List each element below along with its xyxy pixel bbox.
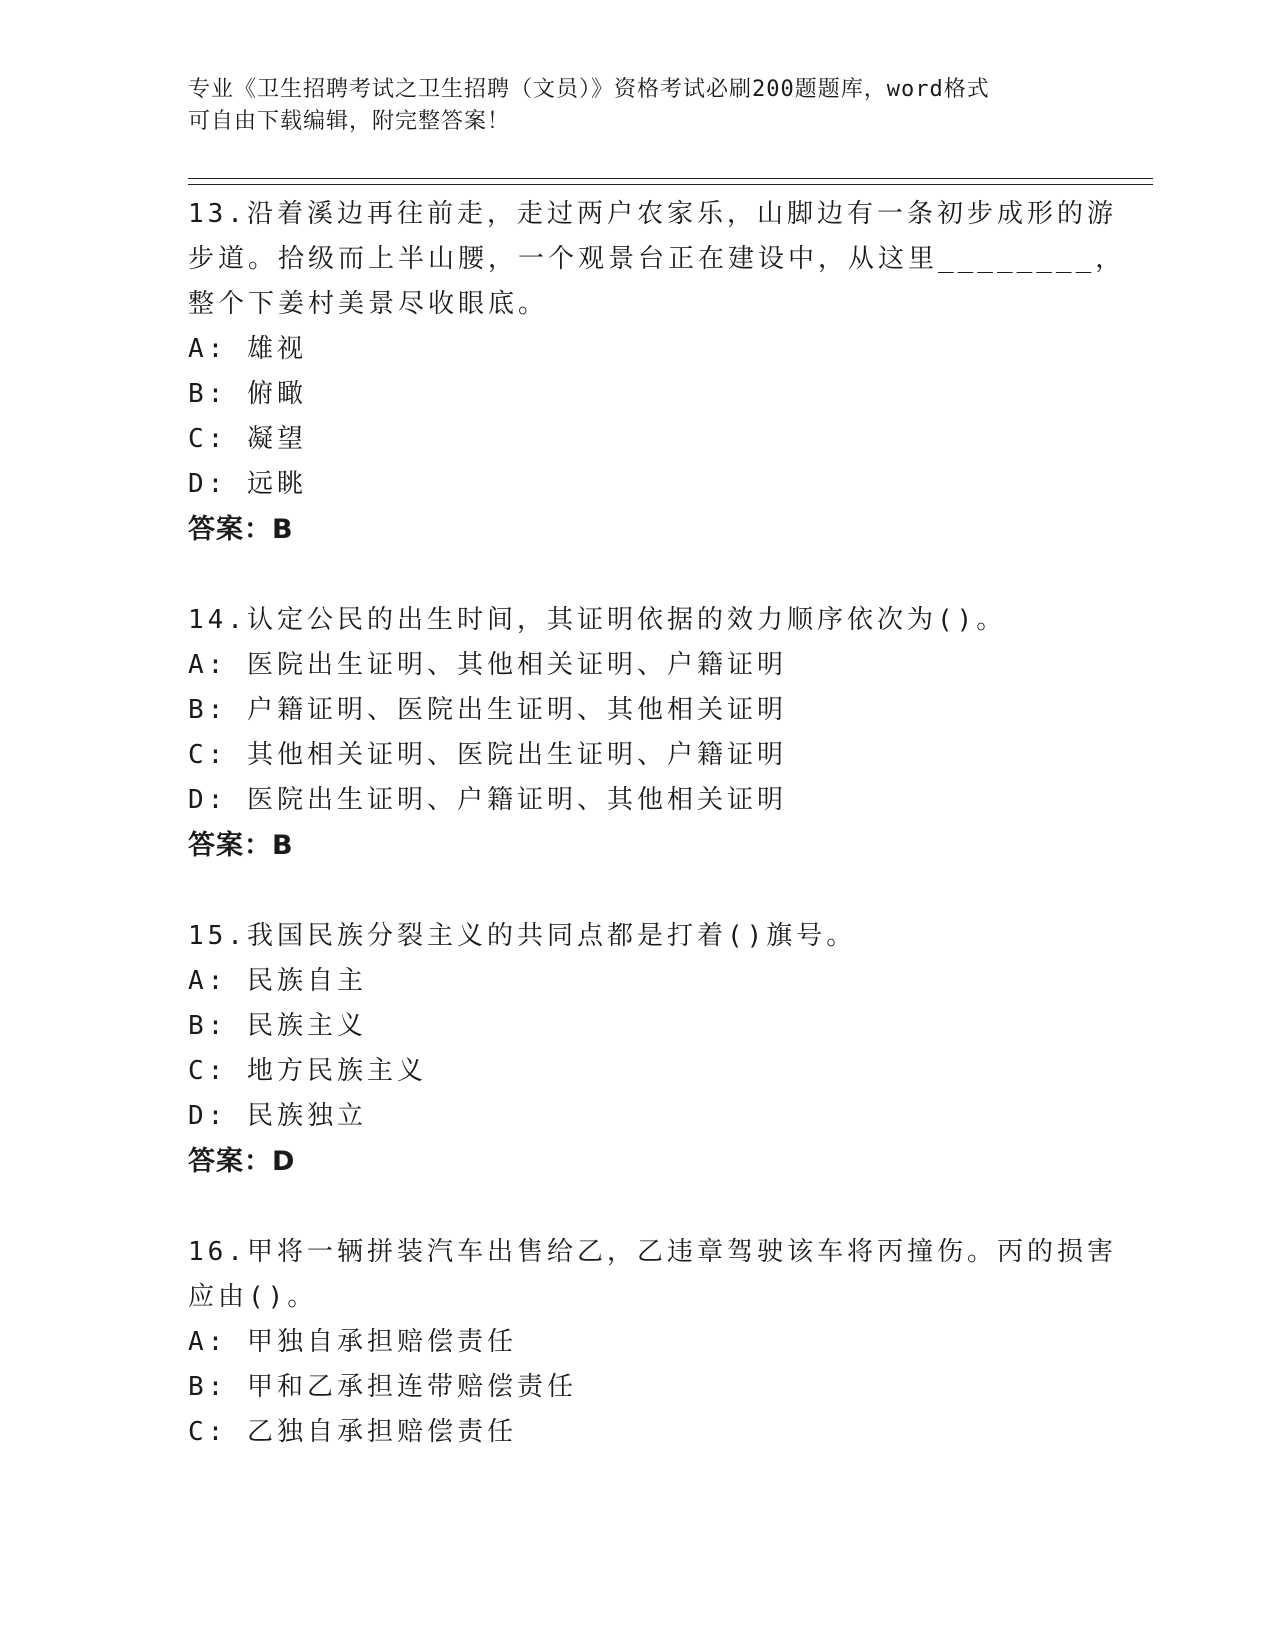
header-line-1: 专业《卫生招聘考试之卫生招聘（文员）》资格考试必刷200题题库，word格式 [188,77,990,102]
answer-label: 答案：B [188,514,294,545]
option-b: B: 户籍证明、医院出生证明、其他相关证明 [188,695,787,725]
option-c: C: 地方民族主义 [188,1056,427,1086]
option-a: A: 甲独自承担赔偿责任 [188,1327,517,1357]
answer-label: 答案：B [188,830,294,861]
question-15 [188,914,1088,1184]
question-list [188,192,1126,1455]
option-b: B: 甲和乙承担连带赔偿责任 [188,1372,577,1402]
header-divider-top [188,178,1153,179]
stem-line: 13.沿着溪边再往前走，走过两户农家乐，山脚边有一条初步成形的游 [188,199,1117,229]
option-a: A: 民族自主 [188,966,367,996]
option-b: B: 俯瞰 [188,379,307,409]
question-14 [188,598,1088,868]
question-16 [188,1230,1117,1455]
option-b: B: 民族主义 [188,1011,367,1041]
stem-line: 14.认定公民的出生时间，其证明依据的效力顺序依次为()。 [188,605,1007,635]
option-c: C: 其他相关证明、医院出生证明、户籍证明 [188,740,787,770]
option-a: A: 雄视 [188,334,307,364]
stem-line: 整个下姜村美景尽收眼底。 [188,289,549,319]
stem-line: 15.我国民族分裂主义的共同点都是打着()旗号。 [188,921,857,951]
question-stem [188,598,1088,643]
stem-line: 应由()。 [188,1282,318,1312]
option-c: C: 凝望 [188,424,307,454]
stem-line: 16.甲将一辆拼装汽车出售给乙，乙违章驾驶该车将丙撞伤。丙的损害 [188,1237,1117,1267]
option-d: D: 远眺 [188,469,307,499]
question-13 [188,192,1126,552]
option-d: D: 民族独立 [188,1101,367,1131]
question-stem [188,914,1088,959]
header-line-2: 可自由下载编辑，附完整答案！ [188,109,511,134]
stem-line: 步道。拾级而上半山腰，一个观景台正在建设中，从这里________， [188,244,1126,274]
header-divider-bottom [188,184,1153,185]
option-c: C: 乙独自承担赔偿责任 [188,1417,517,1447]
option-a: A: 医院出生证明、其他相关证明、户籍证明 [188,650,787,680]
question-stem [188,192,1126,327]
document-header [188,74,1088,138]
answer-label: 答案：D [188,1146,296,1177]
option-d: D: 医院出生证明、户籍证明、其他相关证明 [188,785,787,815]
question-stem [188,1230,1117,1320]
